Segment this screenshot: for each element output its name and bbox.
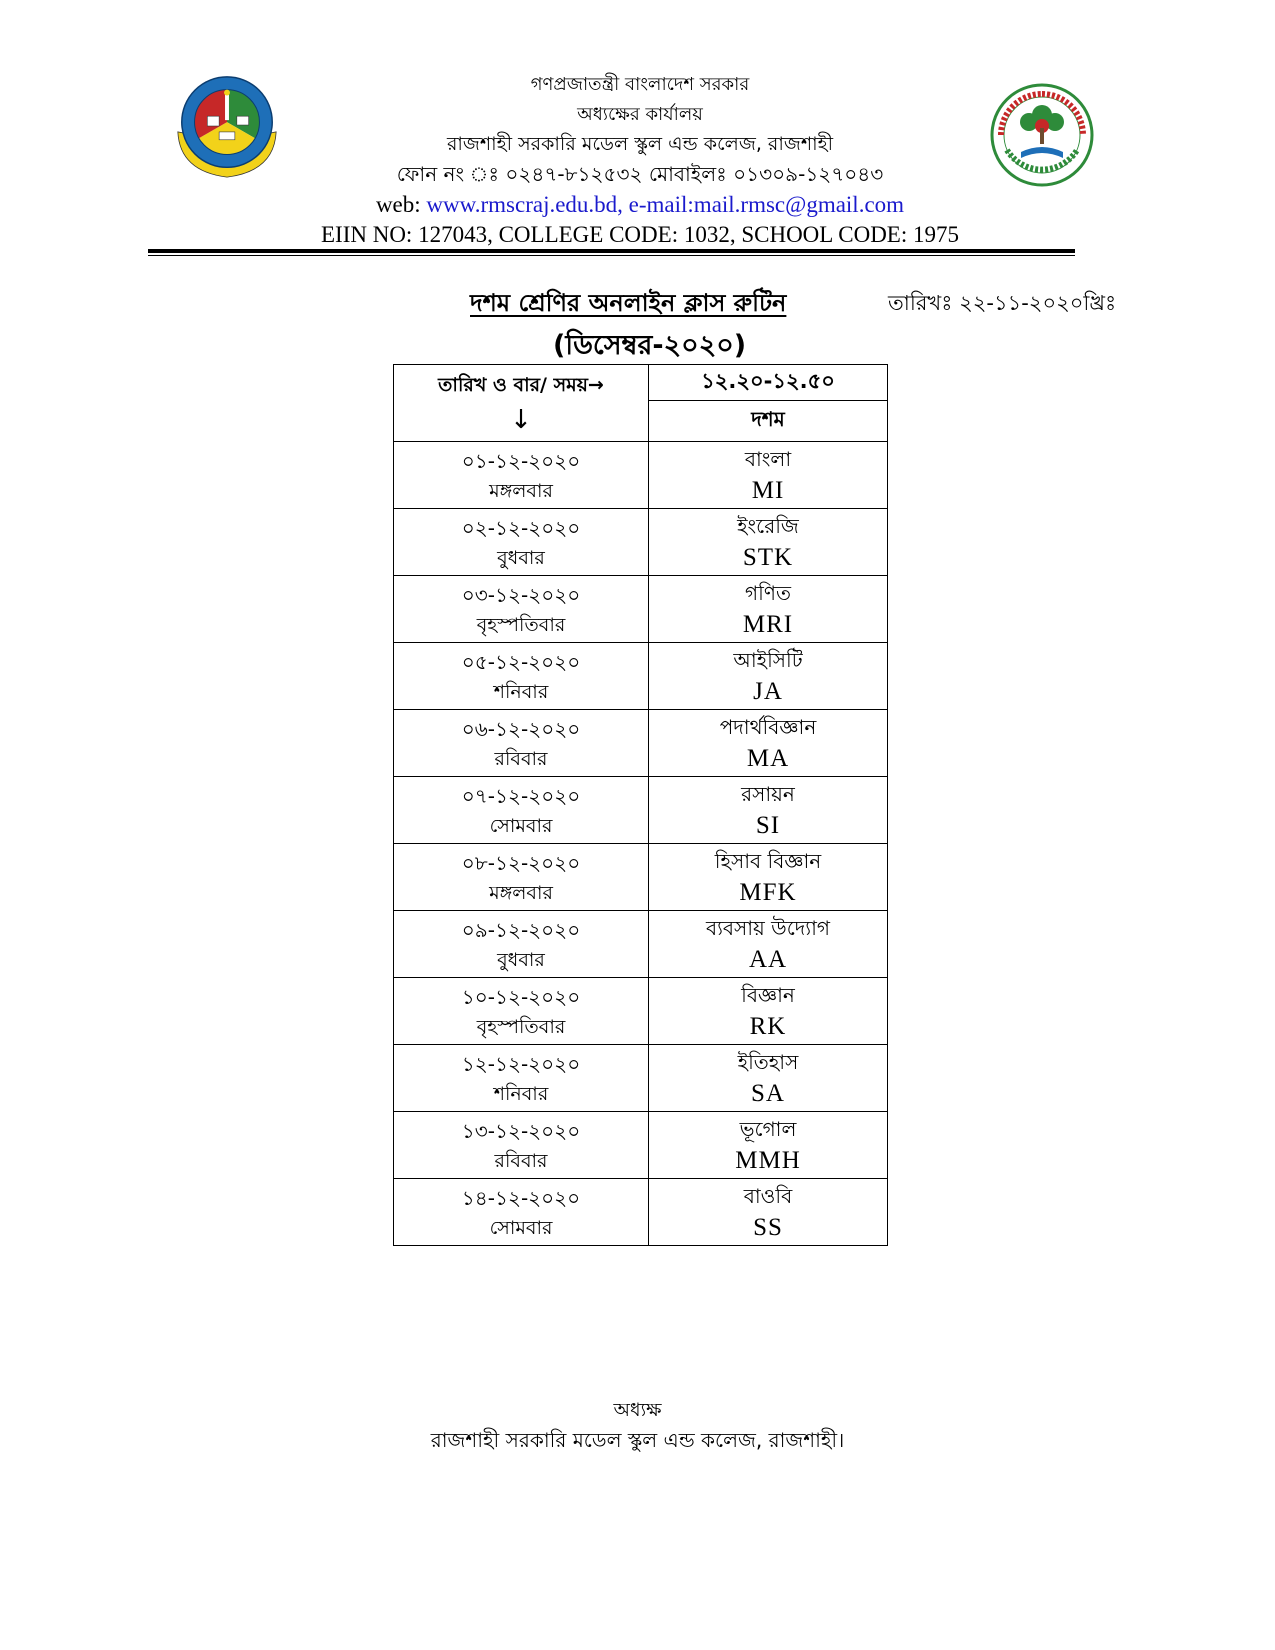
row-teacher: SI [755, 812, 781, 839]
row-date: ১০-১২-২০২০ [461, 985, 581, 1009]
row-teacher: SS [753, 1214, 783, 1241]
table-row [394, 643, 888, 710]
row-teacher: MI [751, 477, 785, 504]
web-label: web: [375, 192, 427, 217]
row-subject: বিজ্ঞান [741, 983, 795, 1007]
row-subject: হিসাব বিজ্ঞান [714, 849, 822, 873]
row-subject: পদার্থবিজ্ঞান [719, 715, 817, 739]
date-day-cell [394, 1179, 649, 1246]
row-day: রবিবার [494, 748, 548, 770]
web-email-link[interactable]: www.rmscraj.edu.bd, e-mail:mail.rmsc@gmail.com [426, 192, 905, 217]
row-subject: ইতিহাস [737, 1050, 799, 1074]
row-day: বৃহস্পতিবার [476, 614, 566, 636]
date-day-cell [394, 978, 649, 1045]
header-date-day-cell [394, 365, 649, 442]
date-day-cell [394, 1112, 649, 1179]
row-teacher: AA [748, 946, 788, 973]
date-day-cell [394, 710, 649, 777]
header-web [150, 192, 1130, 218]
table-row [394, 442, 888, 509]
table-row [394, 1179, 888, 1246]
subject-cell [649, 844, 888, 911]
signature-title: অধ্যক্ষ [613, 1399, 662, 1421]
date-day-cell [394, 442, 649, 509]
down-arrow-icon: ↓ [510, 405, 532, 435]
row-teacher: SA [751, 1080, 785, 1107]
date-day-cell [394, 643, 649, 710]
row-subject: বাংলা [744, 447, 792, 471]
row-teacher: MMH [735, 1147, 801, 1174]
subject-cell [649, 978, 888, 1045]
subject-cell [649, 442, 888, 509]
header-divider-thick [148, 249, 1075, 253]
row-date: ০২-১২-২০২০ [461, 516, 581, 540]
signature-organization: রাজশাহী সরকারি মডেল স্কুল এন্ড কলেজ, রাজশাহী। [430, 1428, 845, 1452]
subject-cell [649, 1179, 888, 1246]
table-row [394, 576, 888, 643]
row-date: ১২-১২-২০২০ [461, 1052, 581, 1076]
date-day-cell [394, 509, 649, 576]
header-office: অধ্যক্ষের কার্যালয় [577, 104, 703, 125]
row-date: ১৩-১২-২০২০ [461, 1119, 581, 1143]
row-teacher: RK [749, 1013, 787, 1040]
subject-cell [649, 576, 888, 643]
row-day: মঙ্গলবার [489, 480, 553, 502]
row-day: বুধবার [497, 949, 545, 971]
date-day-cell [394, 844, 649, 911]
subject-cell [649, 1045, 888, 1112]
header-institution: রাজশাহী সরকারি মডেল স্কুল এন্ড কলেজ, রাজশাহী [446, 133, 834, 155]
row-day: শনিবার [493, 681, 549, 703]
row-subject: আইসিটি [733, 648, 803, 672]
document-subtitle: (ডিসেম্বর-২০২০) [553, 330, 747, 361]
date-day-cell [394, 576, 649, 643]
header-date-day-label: তারিখ ও বার/ সময়→ [438, 374, 604, 396]
row-subject: ইংরেজি [737, 514, 799, 538]
row-date: ১৪-১২-২০২০ [461, 1186, 581, 1210]
table-row [394, 978, 888, 1045]
row-date: ০৬-১২-২০২০ [461, 717, 581, 741]
document-date: তারিখঃ ২২-১১-২০২০খ্রিঃ [888, 291, 1117, 315]
row-subject: রসায়ন [741, 782, 795, 806]
row-subject: ব্যবসায় উদ্যোগ [705, 916, 831, 940]
header-divider-thin [148, 255, 1075, 256]
header-phone: ফোন নং ঃ ০২৪৭-৮১২৫৩২ মোবাইলঃ ০১৩০৯-১২৭০৪৩ [396, 162, 884, 186]
row-teacher: JA [753, 678, 783, 705]
header-codes: EIIN NO: 127043, COLLEGE CODE: 1032, SCHOOL CODE: 1975 [320, 222, 959, 247]
subject-cell [649, 1112, 888, 1179]
table-row [394, 777, 888, 844]
row-day: সোমবার [489, 815, 553, 837]
subject-cell [649, 710, 888, 777]
header-time-slot: ১২.২০-১২.৫০ [649, 365, 888, 401]
date-day-cell [394, 911, 649, 978]
row-date: ০১-১২-২০২০ [461, 449, 581, 473]
subject-cell [649, 509, 888, 576]
row-day: শনিবার [493, 1083, 549, 1105]
row-subject: বাওবি [743, 1184, 793, 1208]
row-date: ০৫-১২-২০২০ [461, 650, 581, 674]
table-row [394, 1112, 888, 1179]
row-teacher: MA [746, 745, 790, 772]
table-row [394, 1045, 888, 1112]
row-teacher: MRI [742, 611, 794, 638]
row-date: ০৯-১২-২০২০ [461, 918, 581, 942]
row-day: বুধবার [497, 547, 545, 569]
date-day-cell [394, 777, 649, 844]
date-day-cell [394, 1045, 649, 1112]
table-row [394, 911, 888, 978]
row-subject: ভূগোল [739, 1117, 797, 1141]
subject-cell [649, 911, 888, 978]
document-title: দশম শ্রেণির অনলাইন ক্লাস রুটিন [470, 289, 787, 317]
row-subject: গণিত [745, 581, 791, 605]
table-row [394, 710, 888, 777]
subject-cell [649, 643, 888, 710]
table-row [394, 844, 888, 911]
row-day: সোমবার [489, 1217, 553, 1239]
row-day: বৃহস্পতিবার [476, 1016, 566, 1038]
row-day: রবিবার [494, 1150, 548, 1172]
row-day: মঙ্গলবার [489, 882, 553, 904]
header-class-name: দশম [649, 401, 888, 442]
row-date: ০৮-১২-২০২০ [461, 851, 581, 875]
table-row [394, 509, 888, 576]
class-routine-table [393, 364, 888, 1246]
row-date: ০৭-১২-২০২০ [461, 784, 581, 808]
row-date: ০৩-১২-২০২০ [461, 583, 581, 607]
row-teacher: MFK [739, 879, 797, 906]
subject-cell [649, 777, 888, 844]
header-government: গণপ্রজাতন্ত্রী বাংলাদেশ সরকার [530, 74, 750, 95]
row-teacher: STK [742, 544, 794, 571]
